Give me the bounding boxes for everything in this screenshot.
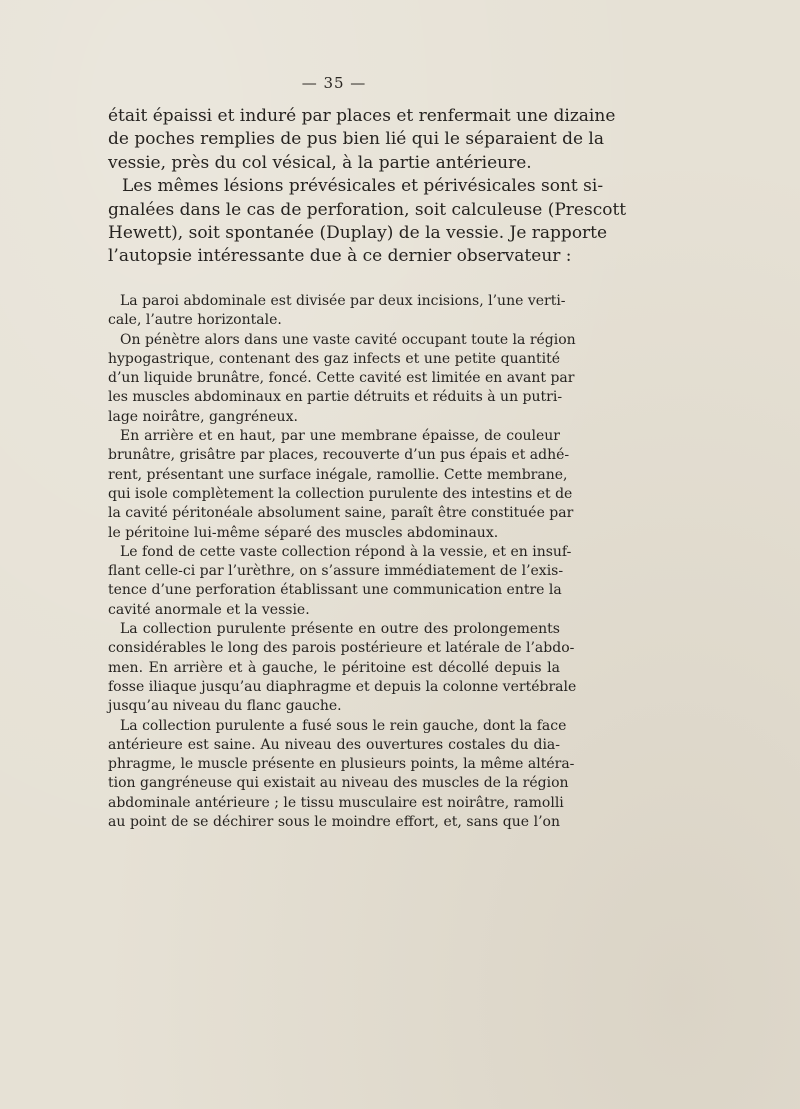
main-paragraphs	[108, 105, 627, 269]
quote-line: hypogastrique, contenant des gaz infects et une petite quantité	[108, 350, 560, 367]
quote-line: les muscles abdominaux en partie détruits et réduits à un putri-	[108, 389, 563, 406]
quote-line: tence d’une perforation établissant une communication entre la	[108, 582, 562, 599]
quote-line: rent, présentant une surface inégale, ramollie. Cette membrane,	[108, 466, 568, 483]
quote-line: La collection purulente a fusé sous le rein gauche, dont la face	[120, 717, 567, 734]
quoted-autopsy-report	[108, 292, 577, 832]
quote-line: La collection purulente présente en outre des prolongements	[120, 621, 560, 638]
quote-line: lage noirâtre, gangréneux.	[108, 408, 298, 425]
text-line: Les mêmes lésions prévésicales et périvésicales sont si-	[122, 176, 604, 197]
page-number: — 35 —	[301, 74, 367, 92]
quote-line: La paroi abdominale est divisée par deux incisions, l’une verti-	[120, 293, 566, 309]
text-line: vessie, près du col vésical, à la partie antérieure.	[108, 152, 532, 173]
quote-line: On pénètre alors dans une vaste cavité occupant toute la région	[120, 331, 576, 348]
quote-line: abdominale antérieure ; le tissu musculaire est noirâtre, ramolli	[108, 794, 564, 811]
quote-line: brunâtre, grisâtre par places, recouverte d’un pus épais et adhé-	[108, 447, 570, 464]
quote-line: tion gangréneuse qui existait au niveau des muscles de la région	[108, 775, 569, 792]
quote-line: antérieure est saine. Au niveau des ouvertures costales du dia-	[108, 736, 560, 753]
quote-line: d’un liquide brunâtre, foncé. Cette cavité est limitée en avant par	[108, 370, 575, 387]
quote-line: Le fond de cette vaste collection répond à la vessie, et en insuf-	[120, 543, 572, 560]
quote-line: qui isole complètement la collection purulente des intestins et de	[108, 485, 573, 502]
text-line: gnalées dans le cas de perforation, soit calculeuse (Prescott	[108, 199, 627, 220]
text-line: Hewett), soit spontanée (Duplay) de la vessie. Je rapporte	[108, 223, 608, 244]
quote-line: considérables le long des parois postérieure et latérale de l’abdo-	[108, 640, 575, 657]
quote-line: le péritoine lui-même séparé des muscles abdominaux.	[108, 524, 499, 541]
quote-line: flant celle-ci par l’urèthre, on s’assure immédiatement de l’exis-	[108, 563, 564, 580]
quote-line: cavité anormale et la vessie.	[108, 601, 310, 618]
quote-line: cale, l’autre horizontale.	[108, 312, 282, 329]
text-line: était épaissi et induré par places et renfermait une dizaine	[108, 106, 616, 126]
quote-line: jusqu’au niveau du flanc gauche.	[108, 698, 342, 715]
text-line: de poches remplies de pus bien lié qui le séparaient de la	[108, 129, 604, 150]
quote-line: au point de se déchirer sous le moindre effort, et, sans que l’on	[108, 814, 560, 831]
quote-line: la cavité péritonéale absolument saine, paraît être constituée par	[108, 505, 574, 522]
quote-line: phragme, le muscle présente en plusieurs points, la même altéra-	[108, 756, 575, 773]
quote-line: En arrière et en haut, par une membrane épaisse, de couleur	[120, 428, 560, 445]
text-line: l’autopsie intéressante due à ce dernier observateur :	[108, 246, 572, 267]
quote-line: fosse iliaque jusqu’au diaphragme et depuis la colonne vertébrale	[108, 678, 577, 695]
quote-line: men. En arrière et à gauche, le péritoine est décollé depuis la	[108, 659, 560, 676]
